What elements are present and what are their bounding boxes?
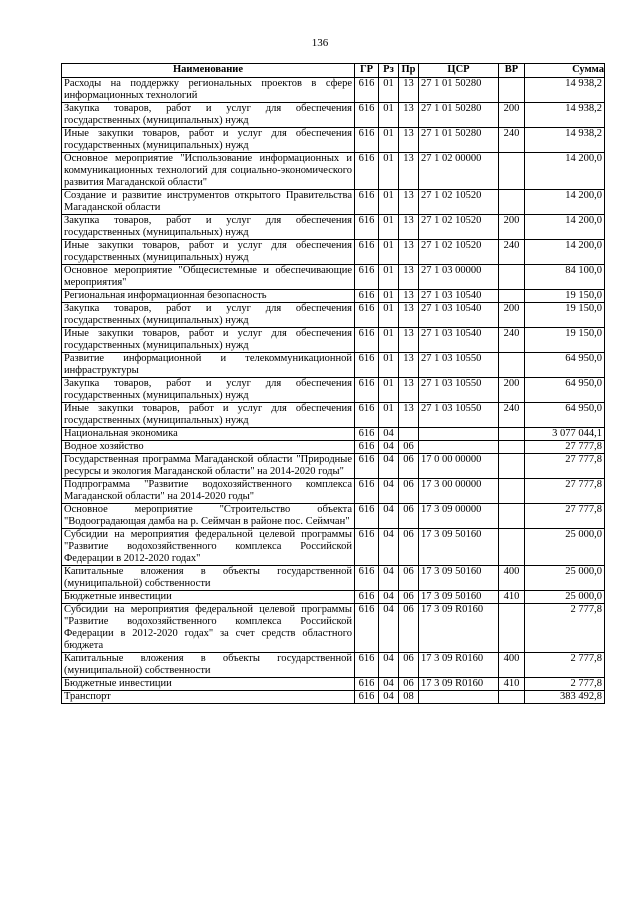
cell-name: Создание и развитие инструментов открытого Правительства Магаданской области <box>62 190 355 215</box>
cell-csr: 27 1 01 50280 <box>419 103 499 128</box>
cell-csr: 27 1 03 10540 <box>419 290 499 303</box>
cell-name: Основное мероприятие "Общесистемные и обеспечивающие мероприятия" <box>62 265 355 290</box>
cell-vr <box>499 604 525 653</box>
cell-rz: 01 <box>379 328 399 353</box>
cell-sum: 64 950,0 <box>525 403 605 428</box>
cell-gr: 616 <box>355 215 379 240</box>
cell-name: Субсидии на мероприятия федеральной целевой программы "Развитие водохозяйственного комплекса Российской Федерации в 2012-2020 годах" за счет средств областного бюджета <box>62 604 355 653</box>
header-row <box>62 64 605 78</box>
cell-rz: 01 <box>379 215 399 240</box>
cell-pr: 06 <box>399 566 419 591</box>
cell-pr: 06 <box>399 529 419 566</box>
cell-pr: 06 <box>399 479 419 504</box>
table-row <box>62 479 605 504</box>
cell-gr: 616 <box>355 566 379 591</box>
cell-pr: 06 <box>399 454 419 479</box>
cell-vr: 200 <box>499 103 525 128</box>
cell-name: Закупка товаров, работ и услуг для обеспечения государственных (муниципальных) нужд <box>62 378 355 403</box>
cell-csr <box>419 441 499 454</box>
cell-gr: 616 <box>355 678 379 691</box>
cell-rz: 04 <box>379 566 399 591</box>
cell-gr: 616 <box>355 479 379 504</box>
cell-name: Государственная программа Магаданской области "Природные ресурсы и экология Магаданской области" на 2014-2020 годы" <box>62 454 355 479</box>
cell-pr: 13 <box>399 153 419 190</box>
cell-csr: 27 1 02 00000 <box>419 153 499 190</box>
table-row <box>62 678 605 691</box>
table-row <box>62 215 605 240</box>
cell-sum: 14 200,0 <box>525 215 605 240</box>
cell-sum: 84 100,0 <box>525 265 605 290</box>
cell-sum: 14 200,0 <box>525 240 605 265</box>
table-row <box>62 103 605 128</box>
cell-gr: 616 <box>355 691 379 704</box>
cell-gr: 616 <box>355 240 379 265</box>
cell-vr <box>499 353 525 378</box>
cell-rz: 04 <box>379 691 399 704</box>
cell-gr: 616 <box>355 378 379 403</box>
cell-vr <box>499 504 525 529</box>
cell-vr <box>499 428 525 441</box>
cell-sum: 14 200,0 <box>525 153 605 190</box>
cell-rz: 01 <box>379 353 399 378</box>
cell-sum: 14 938,2 <box>525 128 605 153</box>
cell-vr <box>499 479 525 504</box>
cell-vr <box>499 529 525 566</box>
cell-name: Капитальные вложения в объекты государственной (муниципальной) собственности <box>62 653 355 678</box>
cell-rz: 01 <box>379 403 399 428</box>
cell-gr: 616 <box>355 454 379 479</box>
cell-rz: 01 <box>379 103 399 128</box>
header-gr: ГР <box>355 64 379 78</box>
cell-sum: 19 150,0 <box>525 290 605 303</box>
cell-gr: 616 <box>355 128 379 153</box>
table-row <box>62 504 605 529</box>
cell-pr: 06 <box>399 591 419 604</box>
cell-gr: 616 <box>355 653 379 678</box>
cell-csr: 27 1 03 10540 <box>419 303 499 328</box>
cell-sum: 19 150,0 <box>525 328 605 353</box>
cell-sum: 64 950,0 <box>525 353 605 378</box>
table-row <box>62 78 605 103</box>
cell-rz: 04 <box>379 529 399 566</box>
cell-gr: 616 <box>355 290 379 303</box>
cell-csr: 27 1 02 10520 <box>419 240 499 265</box>
cell-pr: 06 <box>399 653 419 678</box>
cell-name: Развитие информационной и телекоммуникационной инфраструктуры <box>62 353 355 378</box>
cell-sum: 14 200,0 <box>525 190 605 215</box>
cell-csr: 27 1 01 50280 <box>419 78 499 103</box>
cell-vr: 200 <box>499 378 525 403</box>
cell-pr: 08 <box>399 691 419 704</box>
header-vr: ВР <box>499 64 525 78</box>
cell-sum: 14 938,2 <box>525 103 605 128</box>
cell-name: Закупка товаров, работ и услуг для обеспечения государственных (муниципальных) нужд <box>62 103 355 128</box>
cell-csr: 17 3 09 50160 <box>419 529 499 566</box>
table-row <box>62 240 605 265</box>
cell-pr: 13 <box>399 190 419 215</box>
cell-sum: 27 777,8 <box>525 441 605 454</box>
header-name: Наименование <box>62 64 355 78</box>
cell-name: Подпрограмма "Развитие водохозяйственного комплекса Магаданской области" на 2014-2020 годы" <box>62 479 355 504</box>
cell-csr: 17 3 09 00000 <box>419 504 499 529</box>
cell-csr: 17 0 00 00000 <box>419 454 499 479</box>
cell-name: Субсидии на мероприятия федеральной целевой программы "Развитие водохозяйственного комплекса Российской Федерации в 2012-2020 годах" <box>62 529 355 566</box>
cell-pr: 13 <box>399 290 419 303</box>
cell-name: Закупка товаров, работ и услуг для обеспечения государственных (муниципальных) нужд <box>62 303 355 328</box>
cell-csr: 17 3 09 R0160 <box>419 653 499 678</box>
cell-gr: 616 <box>355 403 379 428</box>
cell-sum: 19 150,0 <box>525 303 605 328</box>
cell-csr: 27 1 03 10550 <box>419 353 499 378</box>
cell-sum: 27 777,8 <box>525 504 605 529</box>
cell-vr: 240 <box>499 403 525 428</box>
cell-pr: 13 <box>399 78 419 103</box>
cell-csr: 17 3 09 50160 <box>419 566 499 591</box>
cell-vr: 400 <box>499 653 525 678</box>
cell-gr: 616 <box>355 328 379 353</box>
cell-gr: 616 <box>355 353 379 378</box>
cell-csr: 17 3 09 R0160 <box>419 604 499 653</box>
cell-vr <box>499 190 525 215</box>
cell-pr: 06 <box>399 504 419 529</box>
cell-vr <box>499 153 525 190</box>
cell-gr: 616 <box>355 428 379 441</box>
cell-name: Национальная экономика <box>62 428 355 441</box>
table-row <box>62 441 605 454</box>
table-row <box>62 153 605 190</box>
table-row <box>62 529 605 566</box>
cell-gr: 616 <box>355 265 379 290</box>
cell-sum: 2 777,8 <box>525 678 605 691</box>
cell-csr: 27 1 03 10550 <box>419 403 499 428</box>
cell-pr: 13 <box>399 403 419 428</box>
table-row <box>62 604 605 653</box>
cell-rz: 01 <box>379 378 399 403</box>
cell-rz: 04 <box>379 428 399 441</box>
header-pr: Пр <box>399 64 419 78</box>
cell-name: Водное хозяйство <box>62 441 355 454</box>
cell-name: Бюджетные инвестиции <box>62 678 355 691</box>
cell-name: Транспорт <box>62 691 355 704</box>
cell-vr <box>499 265 525 290</box>
cell-pr: 06 <box>399 678 419 691</box>
cell-pr <box>399 428 419 441</box>
cell-name: Капитальные вложения в объекты государственной (муниципальной) собственности <box>62 566 355 591</box>
cell-sum: 3 077 044,1 <box>525 428 605 441</box>
cell-sum: 27 777,8 <box>525 454 605 479</box>
cell-gr: 616 <box>355 441 379 454</box>
cell-pr: 13 <box>399 303 419 328</box>
cell-sum: 383 492,8 <box>525 691 605 704</box>
cell-sum: 27 777,8 <box>525 479 605 504</box>
cell-vr <box>499 454 525 479</box>
table-row <box>62 691 605 704</box>
cell-pr: 13 <box>399 353 419 378</box>
cell-gr: 616 <box>355 103 379 128</box>
cell-vr: 240 <box>499 328 525 353</box>
cell-name: Закупка товаров, работ и услуг для обеспечения государственных (муниципальных) нужд <box>62 215 355 240</box>
cell-sum: 25 000,0 <box>525 591 605 604</box>
cell-name: Бюджетные инвестиции <box>62 591 355 604</box>
cell-gr: 616 <box>355 153 379 190</box>
table-row <box>62 403 605 428</box>
table-row <box>62 265 605 290</box>
cell-vr: 240 <box>499 128 525 153</box>
cell-sum: 25 000,0 <box>525 566 605 591</box>
cell-name: Иные закупки товаров, работ и услуг для обеспечения государственных (муниципальных) нужд <box>62 328 355 353</box>
table-row <box>62 303 605 328</box>
cell-gr: 616 <box>355 190 379 215</box>
cell-vr: 200 <box>499 303 525 328</box>
cell-pr: 13 <box>399 240 419 265</box>
cell-rz: 04 <box>379 591 399 604</box>
cell-pr: 13 <box>399 265 419 290</box>
cell-name: Региональная информационная безопасность <box>62 290 355 303</box>
table-row <box>62 454 605 479</box>
cell-rz: 04 <box>379 454 399 479</box>
cell-csr: 27 1 03 00000 <box>419 265 499 290</box>
cell-rz: 01 <box>379 190 399 215</box>
cell-rz: 04 <box>379 653 399 678</box>
page-number: 136 <box>311 37 329 49</box>
cell-csr <box>419 428 499 441</box>
cell-rz: 01 <box>379 303 399 328</box>
cell-csr: 27 1 03 10540 <box>419 328 499 353</box>
cell-rz: 01 <box>379 128 399 153</box>
header-sum: Сумма <box>525 64 605 78</box>
cell-rz: 04 <box>379 504 399 529</box>
table-row <box>62 190 605 215</box>
table-row <box>62 566 605 591</box>
cell-gr: 616 <box>355 591 379 604</box>
cell-name: Основное мероприятие "Использование информационных и коммуникационных технологий для социально-экономического развития Магаданской области" <box>62 153 355 190</box>
cell-vr <box>499 290 525 303</box>
cell-rz: 04 <box>379 441 399 454</box>
header-csr: ЦСР <box>419 64 499 78</box>
table-row <box>62 353 605 378</box>
cell-name: Иные закупки товаров, работ и услуг для обеспечения государственных (муниципальных) нужд <box>62 128 355 153</box>
cell-rz: 04 <box>379 604 399 653</box>
budget-table <box>61 63 605 704</box>
cell-sum: 25 000,0 <box>525 529 605 566</box>
table-row <box>62 378 605 403</box>
cell-vr <box>499 691 525 704</box>
cell-rz: 01 <box>379 153 399 190</box>
cell-rz: 01 <box>379 290 399 303</box>
cell-sum: 14 938,2 <box>525 78 605 103</box>
cell-csr: 17 3 09 R0160 <box>419 678 499 691</box>
cell-sum: 2 777,8 <box>525 653 605 678</box>
cell-vr: 400 <box>499 566 525 591</box>
cell-name: Основное мероприятие "Строительство объекта "Водооградающая дамба на р. Сеймчан в районе пос. Сеймчан" <box>62 504 355 529</box>
cell-pr: 06 <box>399 604 419 653</box>
cell-csr: 17 3 09 50160 <box>419 591 499 604</box>
cell-rz: 04 <box>379 678 399 691</box>
cell-gr: 616 <box>355 604 379 653</box>
cell-vr <box>499 441 525 454</box>
cell-gr: 616 <box>355 529 379 566</box>
cell-vr: 410 <box>499 678 525 691</box>
cell-name: Иные закупки товаров, работ и услуг для обеспечения государственных (муниципальных) нужд <box>62 403 355 428</box>
cell-gr: 616 <box>355 504 379 529</box>
cell-vr: 410 <box>499 591 525 604</box>
table-row <box>62 428 605 441</box>
cell-vr: 240 <box>499 240 525 265</box>
cell-csr <box>419 691 499 704</box>
table-row <box>62 653 605 678</box>
cell-name: Иные закупки товаров, работ и услуг для обеспечения государственных (муниципальных) нужд <box>62 240 355 265</box>
cell-sum: 64 950,0 <box>525 378 605 403</box>
cell-pr: 13 <box>399 328 419 353</box>
cell-pr: 13 <box>399 103 419 128</box>
cell-csr: 27 1 02 10520 <box>419 190 499 215</box>
cell-rz: 01 <box>379 78 399 103</box>
cell-vr: 200 <box>499 215 525 240</box>
cell-pr: 13 <box>399 378 419 403</box>
cell-rz: 01 <box>379 240 399 265</box>
cell-pr: 13 <box>399 128 419 153</box>
cell-vr <box>499 78 525 103</box>
cell-csr: 27 1 01 50280 <box>419 128 499 153</box>
cell-rz: 04 <box>379 479 399 504</box>
cell-pr: 06 <box>399 441 419 454</box>
cell-csr: 17 3 00 00000 <box>419 479 499 504</box>
table-row <box>62 290 605 303</box>
cell-name: Расходы на поддержку региональных проектов в сфере информационных технологий <box>62 78 355 103</box>
table-row <box>62 591 605 604</box>
header-rz: Рз <box>379 64 399 78</box>
table-row <box>62 328 605 353</box>
cell-gr: 616 <box>355 78 379 103</box>
cell-csr: 27 1 02 10520 <box>419 215 499 240</box>
cell-pr: 13 <box>399 215 419 240</box>
cell-rz: 01 <box>379 265 399 290</box>
cell-csr: 27 1 03 10550 <box>419 378 499 403</box>
cell-sum: 2 777,8 <box>525 604 605 653</box>
table-row <box>62 128 605 153</box>
cell-gr: 616 <box>355 303 379 328</box>
